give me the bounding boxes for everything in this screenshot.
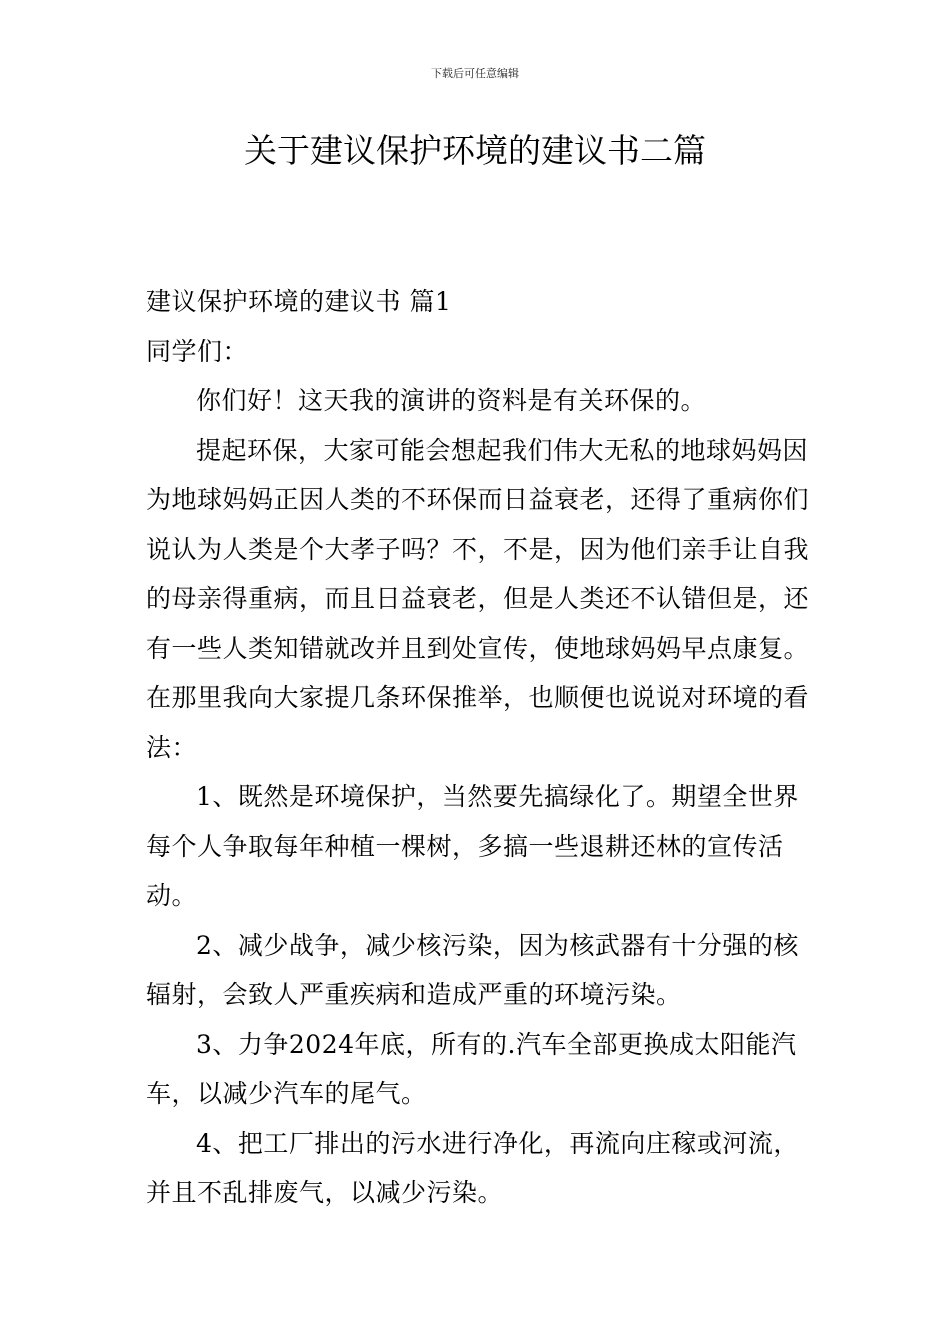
section-heading: 建议保护环境的建议书 篇1 (146, 287, 452, 316)
header-note: 下载后可任意编辑 (431, 67, 519, 80)
paragraph: 提起环保，大家可能会想起我们伟大无私的地球妈妈因为地球妈妈正因人类的不环保而日益衰老，还得了重病你们说认为人类是个大孝子吗？不，不是，因为他们亲手让自我的母亲得重病，而且日益衰老，但是人类还不认错但是，还有一些人类知错就改并且到处宣传，使地球妈妈早点康复。在那里我向大家提几条环保推举，也顺便也说说对环境的看法： (146, 435, 810, 762)
document-title: 关于建议保护环境的建议书二篇 (244, 131, 706, 170)
salutation: 同学们： (146, 336, 249, 366)
document-body (146, 277, 816, 1218)
paragraph: 3、力争2024年底，所有的.汽车全部更换成太阳能汽车，以减少汽车的尾气。 (146, 1029, 797, 1108)
paragraph: 2、减少战争，减少核污染，因为核武器有十分强的核辐射，会致人严重疾病和造成严重的环境污染。 (146, 930, 799, 1009)
paragraph: 你们好！这天我的演讲的资料是有关环保的。 (196, 386, 707, 415)
paragraph: 1、既然是环境保护，当然要先搞绿化了。期望全世界每个人争取每年种植一棵树，多搞一些退耕还林的宣传活动。 (146, 782, 799, 910)
paragraph: 4、把工厂排出的污水进行净化，再流向庄稼或河流，并且不乱排废气，以减少污染。 (146, 1128, 799, 1207)
